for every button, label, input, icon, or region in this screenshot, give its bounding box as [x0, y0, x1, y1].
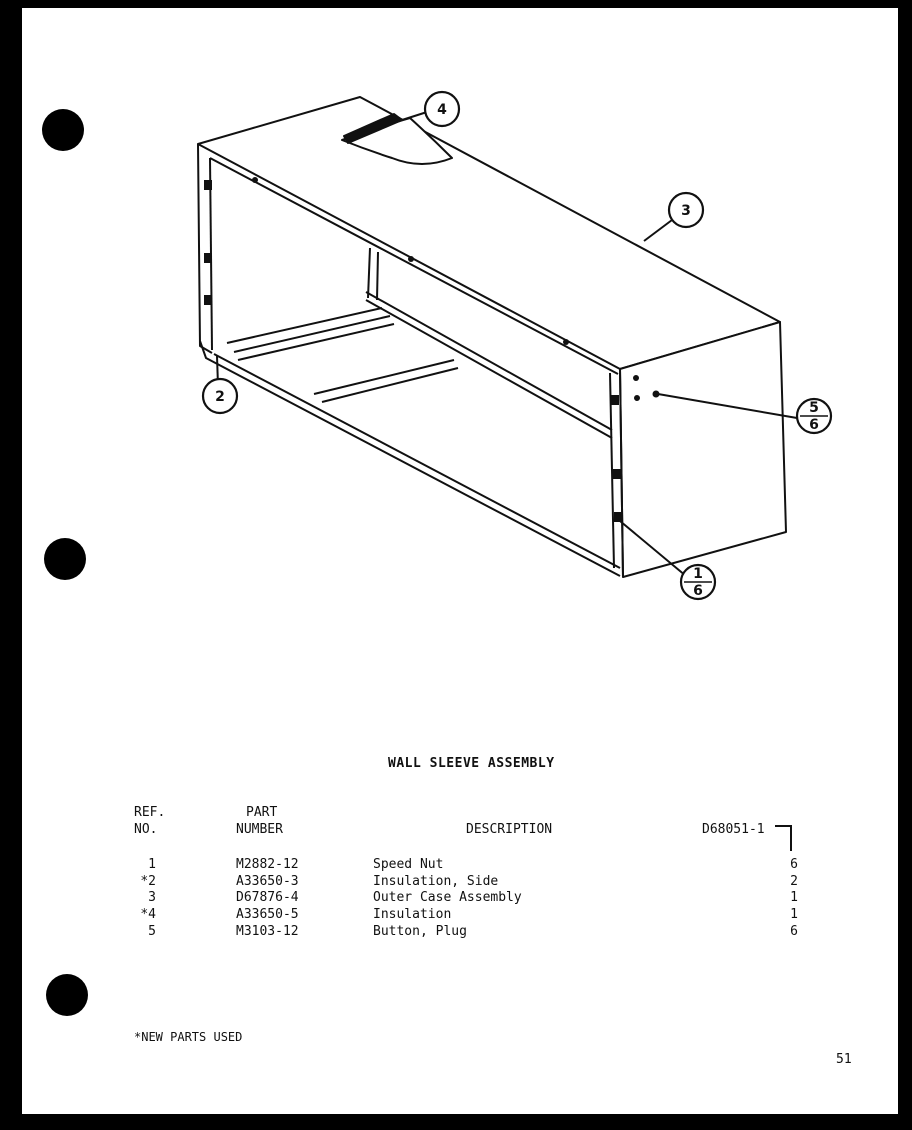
table-row	[22, 857, 898, 874]
part-quantity: 1	[790, 890, 798, 905]
table-row	[22, 907, 898, 924]
part-number: M3103-12	[236, 924, 299, 939]
assembly-title: WALL SLEEVE ASSEMBLY	[388, 756, 555, 771]
callout-4: 4	[437, 102, 447, 118]
part-number: D67876-4	[236, 890, 299, 905]
callout-6-upper: 6	[809, 417, 819, 433]
ref-number: *4	[140, 907, 156, 922]
ref-number: 5	[148, 924, 156, 939]
part-description: Speed Nut	[373, 857, 444, 872]
new-parts-footnote: *NEW PARTS USED	[134, 1030, 243, 1044]
part-description: Outer Case Assembly	[373, 890, 522, 905]
table-row	[22, 874, 898, 891]
part-quantity: 6	[790, 924, 798, 939]
header-part-line2: NUMBER	[236, 822, 283, 837]
part-number: M2882-12	[236, 857, 299, 872]
ref-number: 1	[148, 857, 156, 872]
binder-hole-bottom	[46, 974, 88, 1016]
header-part-line1: PART	[246, 805, 278, 820]
page-number: 51	[836, 1052, 852, 1067]
part-description: Button, Plug	[373, 924, 467, 939]
part-description: Insulation, Side	[373, 874, 499, 889]
table-row	[22, 890, 898, 907]
part-quantity: 2	[790, 874, 798, 889]
wall-sleeve-diagram	[22, 8, 898, 748]
callout-3: 3	[681, 203, 691, 219]
part-quantity: 1	[790, 907, 798, 922]
part-number: A33650-3	[236, 874, 299, 889]
callout-5: 5	[809, 400, 819, 416]
part-number: A33650-5	[236, 907, 299, 922]
callout-1: 1	[693, 566, 703, 582]
header-ref-line2: NO.	[134, 822, 158, 837]
table-row	[22, 924, 898, 941]
model-column-bracket	[775, 825, 792, 851]
ref-number: 3	[148, 890, 156, 905]
callout-2: 2	[215, 389, 225, 405]
header-model-number: D68051-1	[702, 822, 765, 837]
ref-number: *2	[140, 874, 156, 889]
part-description: Insulation	[373, 907, 452, 922]
callout-6-lower: 6	[693, 583, 703, 599]
parts-page	[22, 8, 898, 1114]
part-quantity: 6	[790, 857, 798, 872]
header-description: DESCRIPTION	[466, 822, 553, 837]
header-ref-line1: REF.	[134, 805, 166, 820]
